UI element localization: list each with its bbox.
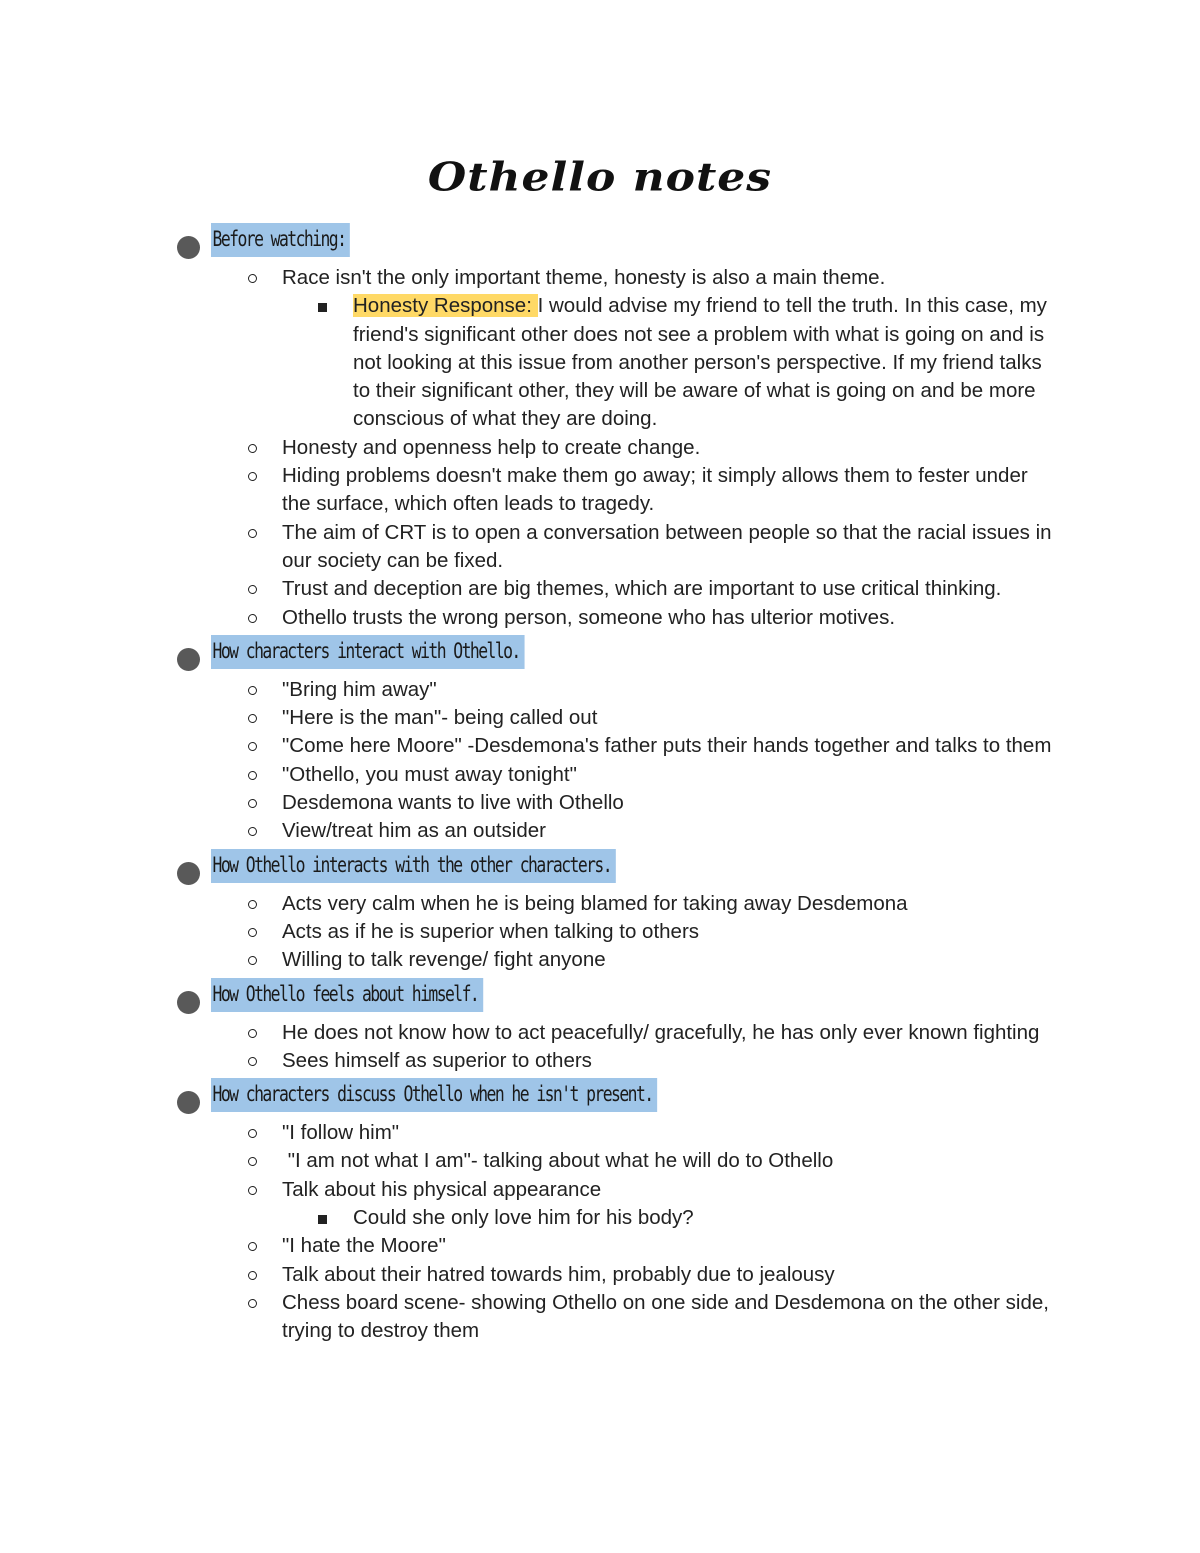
list-item	[0, 890, 1057, 918]
list-item	[0, 918, 1057, 946]
hollow-circle-bullet-icon	[248, 529, 257, 538]
section-heading: How Othello feels about himself.	[211, 978, 483, 1012]
nested-list-item	[0, 292, 1058, 433]
section-heading: How Othello interacts with the other characters.	[211, 849, 616, 883]
list-item	[0, 1147, 1057, 1175]
list-item-text: "I am not what I am"- talking about what he will do to Othello	[282, 1149, 834, 1173]
highlighted-label: Honesty Response:	[353, 294, 538, 318]
hollow-circle-bullet-icon	[248, 1271, 257, 1280]
hollow-circle-bullet-icon	[248, 686, 257, 695]
section-heading-row	[0, 975, 1200, 1019]
list-item-text: Othello trusts the wrong person, someone who has ulterior motives.	[282, 605, 896, 629]
section-heading-row	[0, 846, 1200, 890]
list-item	[0, 1289, 1057, 1346]
filled-circle-bullet-icon	[177, 236, 200, 259]
hollow-circle-bullet-icon	[248, 444, 257, 453]
section-characters-discuss	[0, 1075, 1200, 1345]
hollow-circle-bullet-icon	[248, 1029, 257, 1038]
hollow-circle-bullet-icon	[248, 956, 257, 965]
list-item-text: The aim of CRT is to open a conversation between people so that the racial issues in our society can be fixed.	[282, 520, 1052, 572]
hollow-circle-bullet-icon	[248, 585, 257, 594]
hollow-circle-bullet-icon	[248, 1157, 257, 1166]
list-item	[0, 462, 1057, 519]
hollow-circle-bullet-icon	[248, 799, 257, 808]
list-item-text: "Come here Moore" -Desdemona's father puts their hands together and talks to them	[282, 734, 1052, 758]
list-item	[0, 761, 1057, 789]
section-heading: Before watching:	[211, 223, 350, 257]
list-item	[0, 1119, 1057, 1147]
filled-circle-bullet-icon	[177, 862, 200, 885]
list-item	[0, 732, 1057, 760]
hollow-circle-bullet-icon	[248, 274, 257, 283]
hollow-circle-bullet-icon	[248, 1057, 257, 1066]
list-item	[0, 519, 1057, 576]
list-item	[0, 434, 1057, 462]
hollow-circle-bullet-icon	[248, 827, 257, 836]
list-item-text: Acts very calm when he is being blamed for taking away Desdemona	[282, 891, 908, 915]
list-item	[0, 1047, 1057, 1075]
hollow-circle-bullet-icon	[248, 472, 257, 481]
list-item-text: He does not know how to act peacefully/ gracefully, he has only ever known fighting	[282, 1020, 1040, 1044]
list-item-text: Willing to talk revenge/ fight anyone	[282, 948, 606, 972]
hollow-circle-bullet-icon	[248, 714, 257, 723]
square-bullet-icon	[318, 303, 327, 312]
section-heading-row	[0, 220, 1200, 264]
list-item-text: "I follow him"	[282, 1121, 400, 1145]
list-item-text: Hiding problems doesn't make them go away; it simply allows them to fester under the surface, which often leads to tragedy.	[282, 464, 1028, 516]
list-item	[0, 676, 1057, 704]
hollow-circle-bullet-icon	[248, 1299, 257, 1308]
list-item	[0, 817, 1057, 845]
list-item-text: Talk about their hatred towards him, probably due to jealousy	[282, 1262, 835, 1286]
hollow-circle-bullet-icon	[248, 742, 257, 751]
list-item	[0, 575, 1057, 603]
hollow-circle-bullet-icon	[248, 1129, 257, 1138]
filled-circle-bullet-icon	[177, 648, 200, 671]
list-item	[0, 946, 1057, 974]
section-before-watching	[0, 220, 1200, 632]
page-title: Othello notes	[427, 154, 773, 201]
hollow-circle-bullet-icon	[248, 771, 257, 780]
list-item	[0, 1176, 1057, 1204]
hollow-circle-bullet-icon	[248, 614, 257, 623]
section-heading: How characters interact with Othello.	[211, 635, 524, 669]
list-item	[0, 704, 1057, 732]
list-item-text: "I hate the Moore"	[282, 1234, 446, 1258]
hollow-circle-bullet-icon	[248, 928, 257, 937]
list-item-text: Could she only love him for his body?	[353, 1206, 694, 1230]
list-item-text: Desdemona wants to live with Othello	[282, 791, 624, 815]
list-item-text: "Othello, you must away tonight"	[282, 762, 577, 786]
list-item-text: Trust and deception are big themes, which are important to use critical thinking.	[282, 577, 1002, 601]
list-item	[0, 604, 1057, 632]
section-characters-interact	[0, 632, 1200, 846]
section-heading-row	[0, 1075, 1200, 1119]
section-othello-feels	[0, 975, 1200, 1076]
section-heading: How characters discuss Othello when he isn't present.	[211, 1078, 657, 1112]
hollow-circle-bullet-icon	[248, 1242, 257, 1251]
list-item	[0, 264, 1057, 292]
section-othello-interacts	[0, 846, 1200, 975]
section-heading-row	[0, 632, 1200, 676]
list-item-text: Sees himself as superior to others	[282, 1048, 592, 1072]
list-item	[0, 1261, 1057, 1289]
list-item-text: View/treat him as an outsider	[282, 819, 546, 843]
list-item-text: I would advise my friend to tell the truth. In this case, my friend's significant other does not see a problem with what is going on and is not looking at this issue from another person's perspective. If my friend talks to their significant other, they will be aware of what is going on and be more conscious of what they are doing.	[353, 294, 1047, 431]
list-item-text: Race isn't the only important theme, honesty is also a main theme.	[282, 266, 886, 289]
list-item-text: "Here is the man"- being called out	[282, 706, 598, 730]
list-item-text: Chess board scene- showing Othello on one side and Desdemona on the other side, trying to destroy them	[282, 1290, 1049, 1343]
list-item-text: Acts as if he is superior when talking to others	[282, 919, 700, 943]
square-bullet-icon	[318, 1215, 327, 1224]
notes-list	[0, 220, 1200, 1346]
hollow-circle-bullet-icon	[248, 900, 257, 909]
nested-list-item	[0, 1204, 1058, 1232]
list-item-text: "Bring him away"	[282, 677, 437, 701]
list-item	[0, 1232, 1057, 1260]
list-item-text: Talk about his physical appearance	[282, 1177, 602, 1201]
list-item	[0, 1019, 1057, 1047]
hollow-circle-bullet-icon	[248, 1186, 257, 1195]
list-item	[0, 789, 1057, 817]
filled-circle-bullet-icon	[177, 1091, 200, 1114]
list-item-text: Honesty and openness help to create change.	[282, 435, 701, 459]
filled-circle-bullet-icon	[177, 991, 200, 1014]
